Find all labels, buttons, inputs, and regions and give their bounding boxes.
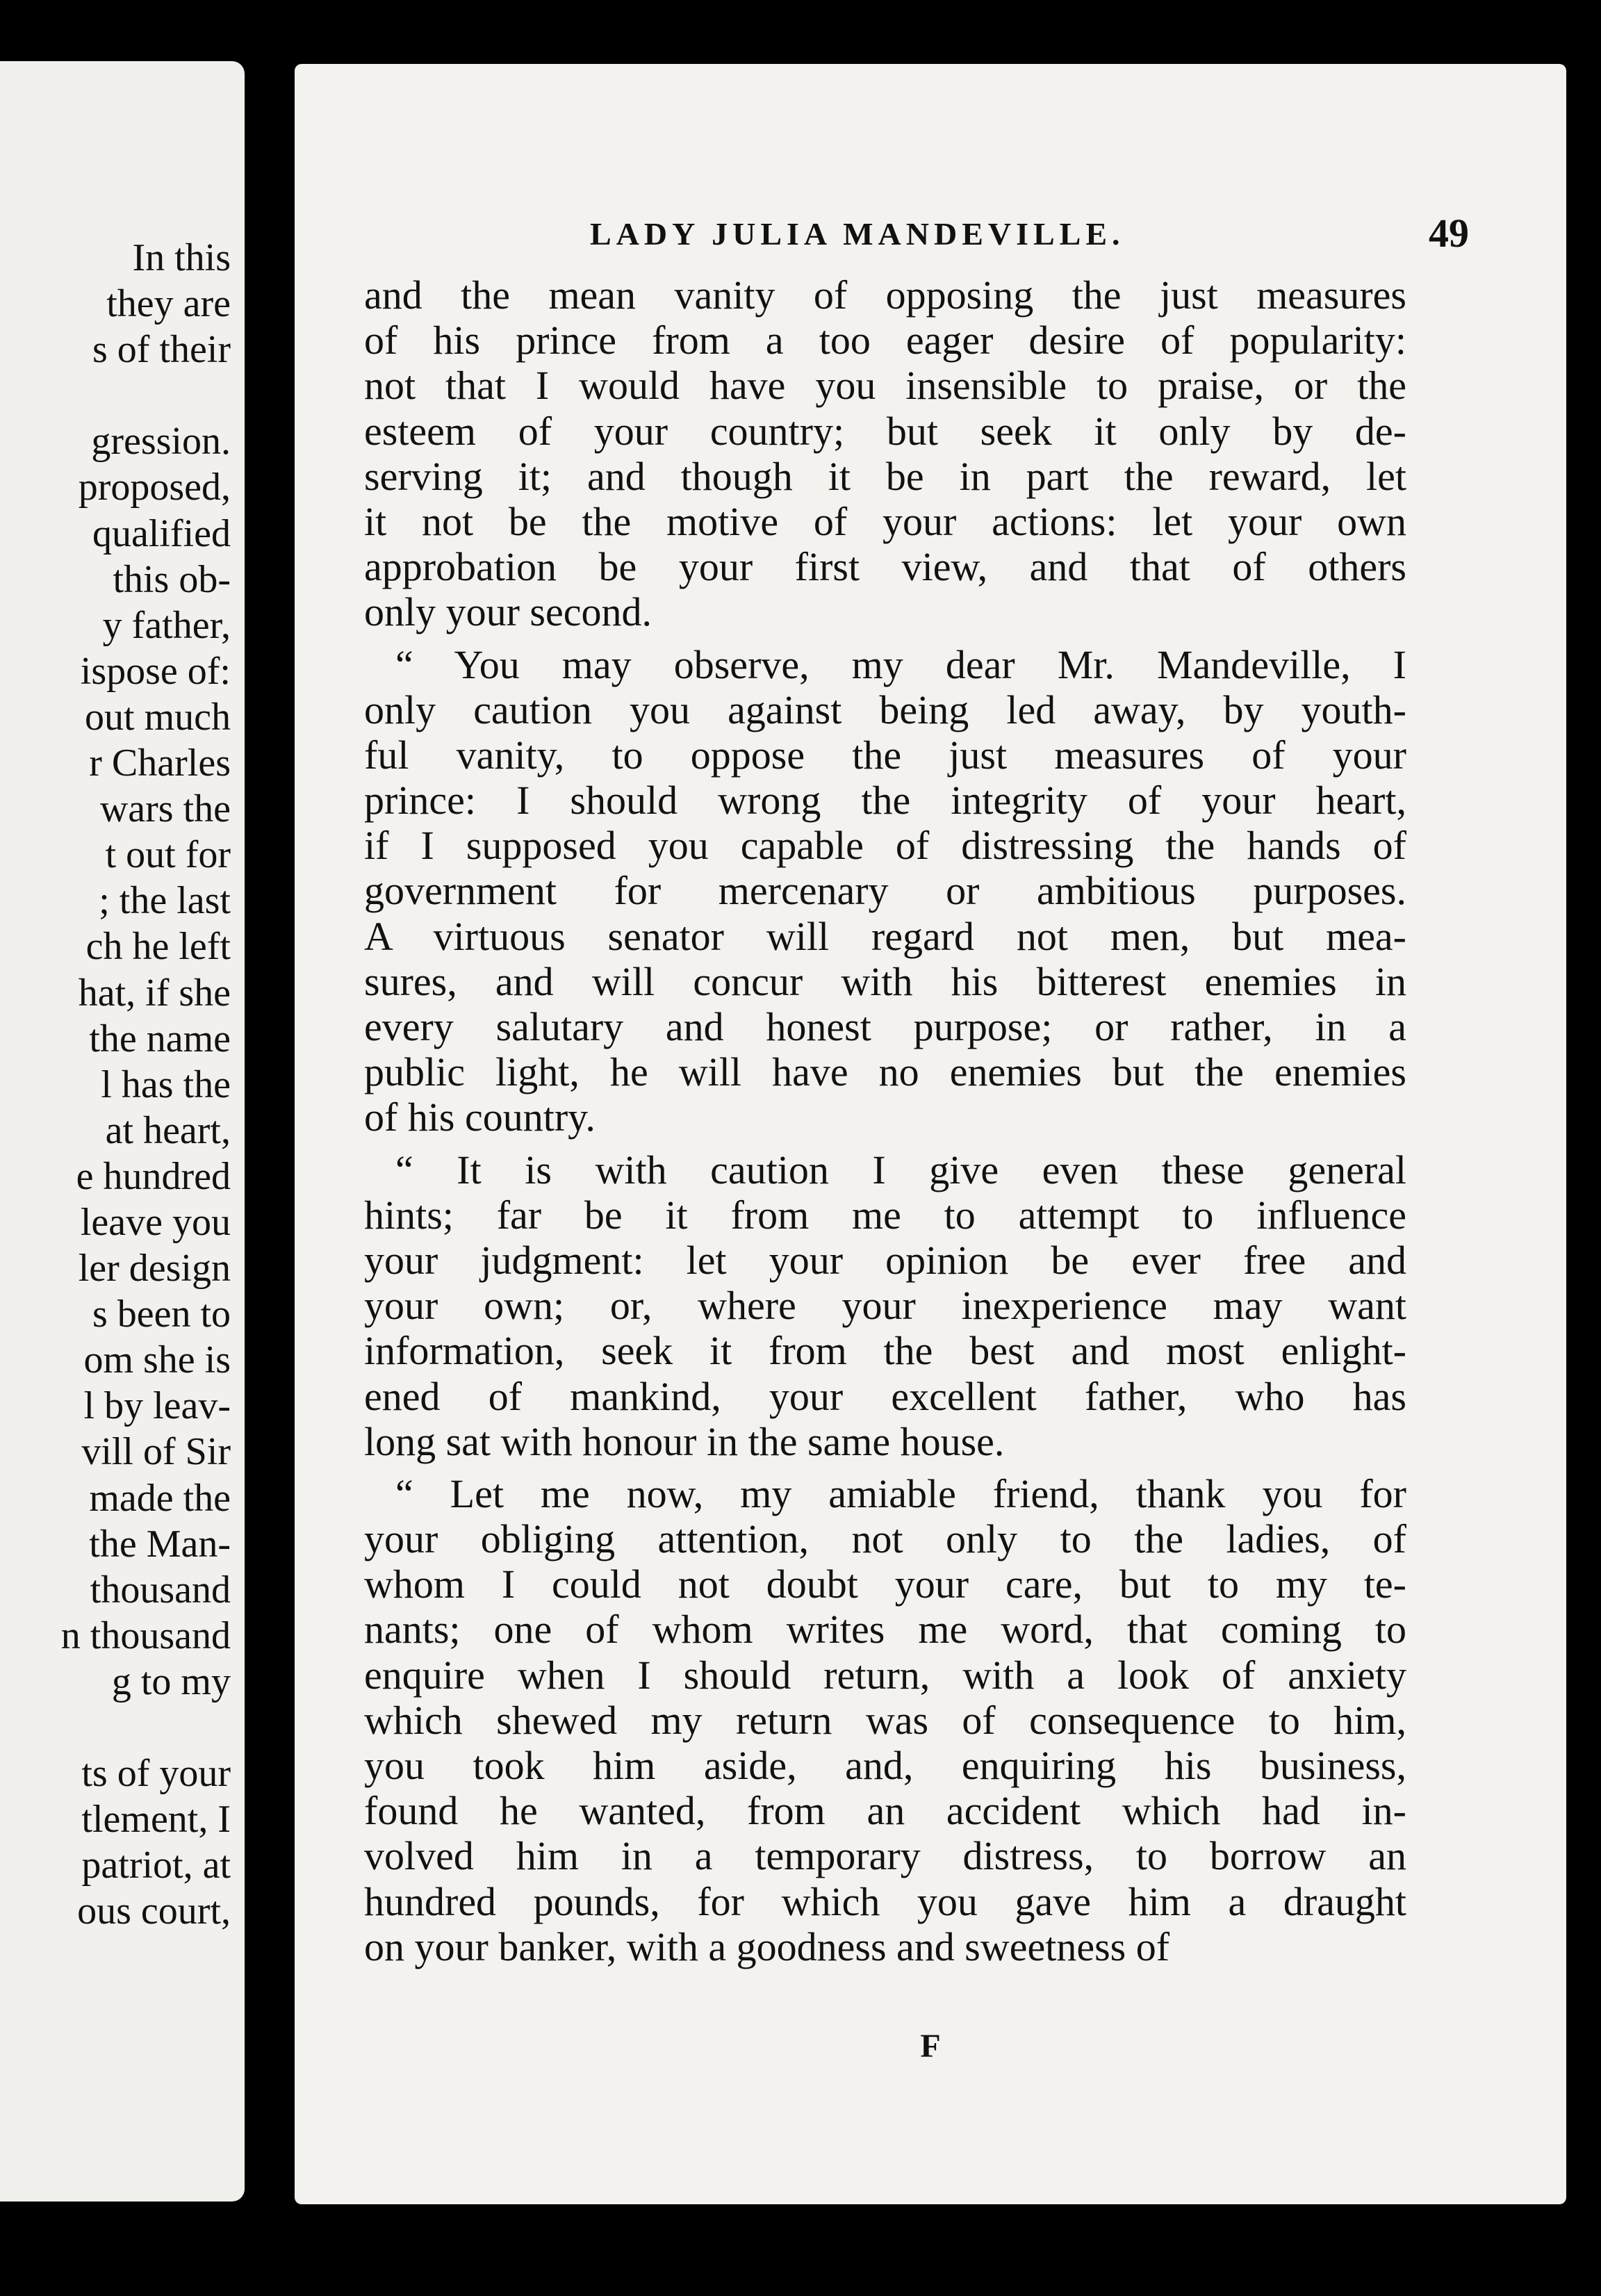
left-page-line: vill of Sir xyxy=(81,1430,231,1474)
body-line: if I supposed you capable of distressing the hands of xyxy=(364,823,1406,869)
body-line: sures, and will concur with his bitterest enemies in xyxy=(364,958,1406,1004)
right-page xyxy=(295,64,1566,2204)
left-page-line: the Man- xyxy=(89,1522,231,1566)
paragraph-gap xyxy=(364,1140,1406,1147)
left-page-line: g to my xyxy=(111,1659,231,1703)
body-line: hundred pounds, for which you gave him a draught xyxy=(364,1878,1406,1924)
body-line: not that I would have you insensible to praise, or the xyxy=(364,363,1406,409)
left-page-line: ch he left xyxy=(85,925,231,969)
left-page-line: leave you xyxy=(80,1200,231,1244)
body-line: serving it; and though it be in part the reward, let xyxy=(364,453,1406,499)
body-line: nants; one of whom writes me word, that coming to xyxy=(364,1607,1406,1653)
page-number: 49 xyxy=(1429,211,1469,256)
left-page-line: made the xyxy=(89,1476,231,1520)
left-page-line: proposed, xyxy=(78,466,231,509)
left-page-text xyxy=(1,235,231,1934)
left-page-line: gression. xyxy=(91,420,231,464)
body-line: only your second. xyxy=(364,589,652,635)
body-line: “ It is with caution I give even these general xyxy=(395,1147,1406,1192)
left-page-line: they are xyxy=(106,282,231,326)
left-page-line: at heart, xyxy=(105,1108,231,1152)
left-page-line: patriot, at xyxy=(81,1844,231,1887)
body-line: your own; or, where your inexperience may want xyxy=(364,1283,1406,1329)
running-head xyxy=(503,211,1469,256)
body-line: A virtuous senator will regard not men, but mea- xyxy=(364,913,1406,959)
body-line: only caution you against being led away, by youth- xyxy=(364,687,1406,732)
left-page-line: e hundred xyxy=(76,1154,231,1198)
left-page-line: y father, xyxy=(102,603,231,647)
left-page-line: qualified xyxy=(92,511,231,555)
left-page-line: ; the last xyxy=(99,879,231,923)
left-page-line: out much xyxy=(85,695,231,739)
body-line: ened of mankind, your excellent father, who has xyxy=(364,1373,1406,1419)
left-page-line: ler design xyxy=(78,1247,231,1290)
left-page-line: s of their xyxy=(92,328,231,372)
body-line: of his prince from a too eager desire of popularity: xyxy=(364,318,1406,363)
body-line: you took him aside, and, enquiring his business, xyxy=(364,1743,1406,1788)
left-page-line: t out for xyxy=(105,833,231,877)
left-page-line: hat, if she xyxy=(78,971,231,1015)
body-line: esteem of your country; but seek it only by de- xyxy=(364,408,1406,454)
body-line: whom I could not doubt your care, but to my te- xyxy=(364,1561,1406,1607)
body-text xyxy=(364,272,1406,1969)
body-line: public light, he will have no enemies but the enemies xyxy=(364,1049,1406,1095)
body-line: information, seek it from the best and most enlight- xyxy=(364,1328,1406,1374)
left-page-line: s been to xyxy=(92,1293,231,1336)
body-line: enquire when I should return, with a look of anxiety xyxy=(364,1652,1406,1698)
body-line: of his country. xyxy=(364,1094,596,1140)
left-page-line: wars the xyxy=(99,787,231,831)
left-page-line: l by leav- xyxy=(83,1384,231,1428)
body-line: hints; far be it from me to attempt to influence xyxy=(364,1192,1406,1238)
body-line: ful vanity, to oppose the just measures of your xyxy=(364,732,1406,778)
body-line: every salutary and honest purpose; or rather, in a xyxy=(364,1004,1406,1049)
body-line: “ Let me now, my amiable friend, thank you for xyxy=(395,1470,1406,1516)
body-line: government for mercenary or ambitious purposes. xyxy=(364,868,1406,914)
signature-mark: F xyxy=(920,2028,941,2065)
body-line: on your banker, with a goodness and sweetness of xyxy=(364,1924,1170,1969)
body-line: prince: I should wrong the integrity of your heart, xyxy=(364,778,1406,823)
left-page-line xyxy=(1,372,231,418)
body-line: which shewed my return was of consequence to him, xyxy=(364,1697,1406,1743)
paragraph-gap xyxy=(364,635,1406,642)
left-page-line: l has the xyxy=(101,1063,231,1106)
left-page-line: n thousand xyxy=(60,1614,231,1657)
body-line: it not be the motive of your actions: let your own xyxy=(364,498,1406,544)
body-line: and the mean vanity of opposing the just measures xyxy=(364,272,1406,318)
left-page-line: ts of your xyxy=(81,1752,231,1796)
left-page-line: r Charles xyxy=(89,741,231,785)
left-page-line: ous court, xyxy=(77,1889,231,1933)
running-head-title: LADY JULIA MANDEVILLE. xyxy=(590,216,1125,252)
left-page-line: this ob- xyxy=(113,557,231,601)
body-line: your judgment: let your opinion be ever free and xyxy=(364,1237,1406,1283)
body-line: approbation be your first view, and that of others xyxy=(364,544,1406,590)
body-line: long sat with honour in the same house. xyxy=(364,1418,1005,1464)
body-line: “ You may observe, my dear Mr. Mandeville, I xyxy=(395,641,1406,687)
left-page-line: the name xyxy=(89,1017,231,1060)
left-page xyxy=(0,61,245,2201)
paragraph-gap xyxy=(364,1464,1406,1471)
left-page-line: thousand xyxy=(90,1568,231,1612)
body-line: volved him in a temporary distress, to borrow an xyxy=(364,1833,1406,1879)
left-page-line: om she is xyxy=(83,1338,231,1382)
body-line: found he wanted, from an accident which had in- xyxy=(364,1788,1406,1834)
left-page-line: ispose of: xyxy=(80,649,231,693)
left-page-line xyxy=(1,1705,231,1750)
left-page-line: In this xyxy=(132,236,231,279)
body-line: your obliging attention, not only to the ladies, of xyxy=(364,1516,1406,1562)
left-page-line: tlement, I xyxy=(81,1798,231,1842)
